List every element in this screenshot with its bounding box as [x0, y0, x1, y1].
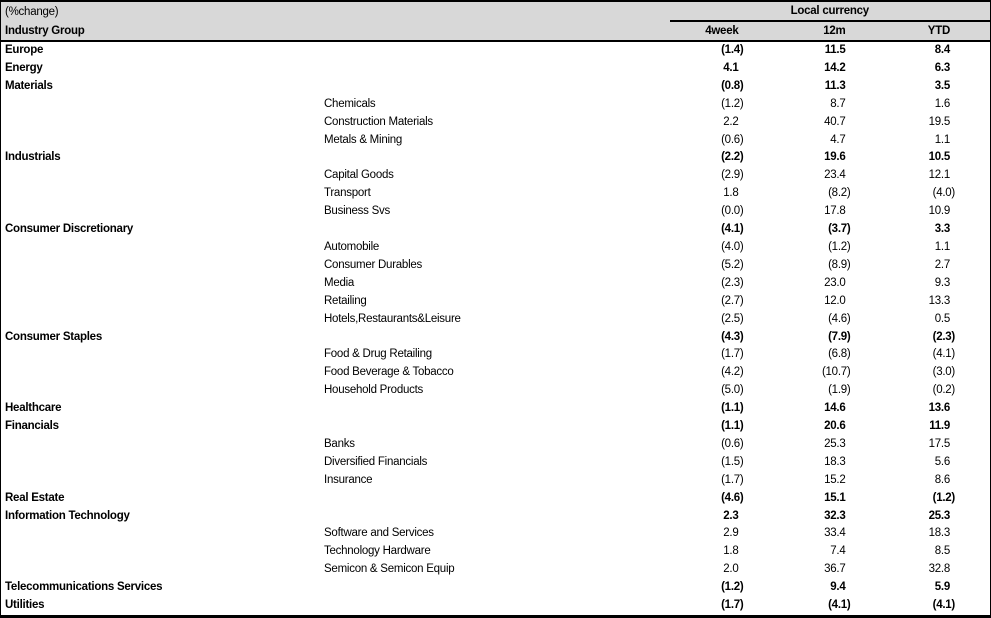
- value-cell: 12.1: [928, 169, 951, 182]
- industry-sub-cell: Software and Services: [324, 527, 434, 540]
- table-row: [1, 311, 991, 329]
- value-cell: (1.4): [721, 44, 744, 56]
- table-row: [1, 561, 991, 579]
- value-cell: (4.0): [721, 240, 744, 253]
- value-cell: 13.3: [928, 294, 951, 307]
- value-cell: 8.5: [934, 545, 951, 558]
- table-body: [1, 41, 991, 617]
- value-cell: 23.0: [824, 276, 846, 289]
- value-cell: (1.9): [828, 384, 851, 397]
- table-row: [1, 78, 991, 96]
- industry-sub-cell: Automobile: [324, 240, 380, 253]
- industry-group-cell: Telecommunications Services: [5, 581, 163, 594]
- value-cell: 10.9: [928, 205, 951, 218]
- value-cell: (2.2): [721, 151, 744, 164]
- table-row: [1, 436, 991, 454]
- value-cell: 2.3: [723, 509, 739, 522]
- percent-change-label: (%change): [1, 1, 670, 21]
- table-row: [1, 221, 991, 239]
- value-cell: 19.6: [824, 151, 846, 164]
- table-row: [1, 41, 991, 60]
- industry-sub-cell: Retailing: [324, 294, 367, 307]
- value-cell: (8.2): [828, 187, 851, 200]
- value-cell: 4.1: [723, 61, 739, 74]
- value-cell: 0.5: [934, 312, 951, 325]
- header-row-currency: [1, 1, 991, 21]
- table-row: [1, 525, 991, 543]
- value-cell: (0.2): [932, 384, 956, 397]
- value-cell: (1.2): [828, 240, 851, 253]
- value-cell: 14.2: [824, 61, 846, 74]
- table-row: [1, 275, 991, 293]
- industry-group-header: Industry Group: [1, 21, 670, 41]
- value-cell: (5.0): [721, 384, 744, 397]
- industry-group-cell: Materials: [5, 79, 53, 92]
- value-cell: 1.6: [934, 97, 951, 110]
- value-cell: (7.9): [828, 330, 851, 343]
- industry-sub-cell: Food & Drug Retailing: [324, 348, 432, 361]
- value-cell: 9.3: [934, 276, 951, 289]
- value-cell: 10.5: [928, 151, 951, 164]
- industry-sub-cell: Construction Materials: [324, 115, 433, 128]
- value-cell: (3.7): [828, 223, 851, 236]
- industry-sub-cell: Hotels,Restaurants&Leisure: [324, 312, 461, 325]
- table-row: [1, 149, 991, 167]
- value-cell: (1.2): [721, 581, 744, 594]
- industry-sub-cell: Insurance: [324, 473, 373, 486]
- value-cell: (4.6): [828, 312, 851, 325]
- industry-sub-cell: Consumer Durables: [324, 258, 423, 271]
- value-cell: 25.3: [824, 437, 846, 450]
- table-row: [1, 400, 991, 418]
- industry-sub-cell: Business Svs: [324, 205, 391, 218]
- table-row: [1, 60, 991, 78]
- value-cell: 13.6: [928, 402, 951, 415]
- table-row: [1, 508, 991, 526]
- value-cell: 32.3: [824, 509, 846, 522]
- value-cell: 40.7: [824, 115, 846, 128]
- value-cell: 17.5: [928, 437, 951, 450]
- table-row: [1, 185, 991, 203]
- value-cell: 8.7: [830, 97, 846, 110]
- value-cell: (4.2): [721, 366, 744, 379]
- value-cell: 12.0: [824, 294, 846, 307]
- value-cell: (2.3): [932, 330, 956, 343]
- value-cell: 4.7: [830, 133, 846, 146]
- industry-group-cell: Real Estate: [5, 491, 65, 504]
- value-cell: (4.1): [828, 599, 851, 612]
- value-cell: (1.2): [932, 491, 956, 504]
- value-cell: (0.8): [721, 79, 744, 92]
- industry-sub-cell: Banks: [324, 437, 355, 450]
- value-cell: 8.4: [934, 44, 951, 56]
- industry-sub-cell: Household Products: [324, 384, 424, 397]
- value-cell: 18.3: [928, 527, 951, 540]
- value-cell: 3.3: [934, 223, 951, 236]
- value-cell: (4.1): [721, 223, 744, 236]
- value-cell: (3.0): [932, 366, 956, 379]
- value-cell: (1.7): [721, 348, 744, 361]
- industry-group-cell: Europe: [5, 44, 44, 56]
- table-row: [1, 239, 991, 257]
- table-row: [1, 472, 991, 490]
- value-cell: (2.3): [721, 276, 744, 289]
- value-cell: (1.5): [721, 455, 744, 468]
- table-row: [1, 490, 991, 508]
- value-cell: 2.2: [723, 115, 739, 128]
- value-cell: (1.7): [721, 599, 744, 612]
- value-cell: (2.9): [721, 169, 744, 182]
- value-cell: 15.1: [824, 491, 846, 504]
- value-cell: 2.0: [723, 563, 739, 576]
- table-row: [1, 597, 991, 616]
- value-cell: 11.9: [929, 420, 951, 433]
- table-row: [1, 454, 991, 472]
- value-cell: (1.2): [721, 97, 744, 110]
- value-cell: (6.8): [828, 348, 851, 361]
- value-cell: (1.7): [721, 473, 744, 486]
- value-cell: 8.6: [934, 473, 951, 486]
- table-row: [1, 257, 991, 275]
- local-currency-header: Local currency: [670, 1, 991, 21]
- value-cell: (10.7): [821, 366, 851, 379]
- column-header-ytd: YTD: [884, 21, 991, 41]
- value-cell: (8.9): [828, 258, 851, 271]
- value-cell: (1.1): [721, 420, 744, 433]
- industry-group-cell: Healthcare: [5, 402, 62, 415]
- value-cell: 11.5: [824, 44, 846, 56]
- industry-group-cell: Financials: [5, 420, 59, 433]
- value-cell: 3.5: [934, 79, 951, 92]
- value-cell: 17.8: [824, 205, 846, 218]
- industry-group-cell: Information Technology: [5, 509, 130, 522]
- industry-group-cell: Consumer Staples: [5, 330, 102, 343]
- column-header-12m: 12m: [777, 21, 884, 41]
- value-cell: (0.6): [721, 437, 744, 450]
- value-cell: 2.7: [934, 258, 951, 271]
- value-cell: (0.0): [721, 205, 744, 218]
- industry-sub-cell: Media: [324, 276, 355, 289]
- value-cell: 36.7: [824, 563, 846, 576]
- value-cell: 9.4: [830, 581, 846, 594]
- value-cell: (0.6): [721, 133, 744, 146]
- value-cell: 25.3: [928, 509, 951, 522]
- value-cell: 2.9: [723, 527, 739, 540]
- value-cell: 6.3: [934, 61, 951, 74]
- industry-sub-cell: Metals & Mining: [324, 133, 403, 146]
- industry-sub-cell: Capital Goods: [324, 169, 394, 182]
- value-cell: 15.2: [824, 473, 846, 486]
- industry-sub-cell: Semicon & Semicon Equip: [324, 563, 455, 576]
- value-cell: 33.4: [824, 527, 846, 540]
- value-cell: (4.3): [721, 330, 744, 343]
- table-row: [1, 382, 991, 400]
- table-row: [1, 114, 991, 132]
- value-cell: (5.2): [721, 258, 744, 271]
- industry-sub-cell: Chemicals: [324, 97, 376, 110]
- table-row: [1, 418, 991, 436]
- table-row: [1, 167, 991, 185]
- value-cell: 5.9: [934, 581, 951, 594]
- industry-group-cell: Energy: [5, 61, 43, 74]
- value-cell: (2.5): [721, 312, 744, 325]
- value-cell: (1.1): [721, 402, 744, 415]
- value-cell: 7.4: [830, 545, 846, 558]
- value-cell: (4.1): [932, 348, 956, 361]
- table-row: [1, 293, 991, 311]
- value-cell: 1.1: [934, 133, 951, 146]
- industry-sub-cell: Technology Hardware: [324, 545, 431, 558]
- table-row: [1, 96, 991, 114]
- value-cell: 1.8: [723, 187, 739, 200]
- value-cell: (4.0): [932, 187, 956, 200]
- value-cell: 11.3: [824, 79, 846, 92]
- value-cell: (4.1): [932, 599, 956, 612]
- industry-group-cell: Consumer Discretionary: [5, 223, 134, 236]
- industry-sub-cell: Food Beverage & Tobacco: [324, 366, 454, 379]
- value-cell: 18.3: [824, 455, 846, 468]
- value-cell: (4.6): [721, 491, 744, 504]
- table-row: [1, 132, 991, 150]
- value-cell: 1.8: [723, 545, 739, 558]
- table-row: [1, 364, 991, 382]
- table-row: [1, 579, 991, 597]
- industry-group-cell: Industrials: [5, 151, 61, 164]
- value-cell: 14.6: [824, 402, 846, 415]
- industry-group-cell: Utilities: [5, 599, 45, 612]
- table-row: [1, 329, 991, 347]
- value-cell: (2.7): [721, 294, 744, 307]
- value-cell: 19.5: [928, 115, 951, 128]
- value-cell: 23.4: [824, 169, 846, 182]
- table-row: [1, 346, 991, 364]
- table-header: [1, 1, 991, 41]
- header-row-columns: [1, 21, 991, 41]
- value-cell: 32.8: [928, 563, 951, 576]
- table-row: [1, 543, 991, 561]
- industry-sub-cell: Transport: [324, 187, 371, 200]
- value-cell: 5.6: [934, 455, 951, 468]
- column-header-4week: 4week: [670, 21, 777, 41]
- value-cell: 1.1: [934, 240, 951, 253]
- table-row: [1, 203, 991, 221]
- industry-sub-cell: Diversified Financials: [324, 455, 428, 468]
- value-cell: 20.6: [824, 420, 846, 433]
